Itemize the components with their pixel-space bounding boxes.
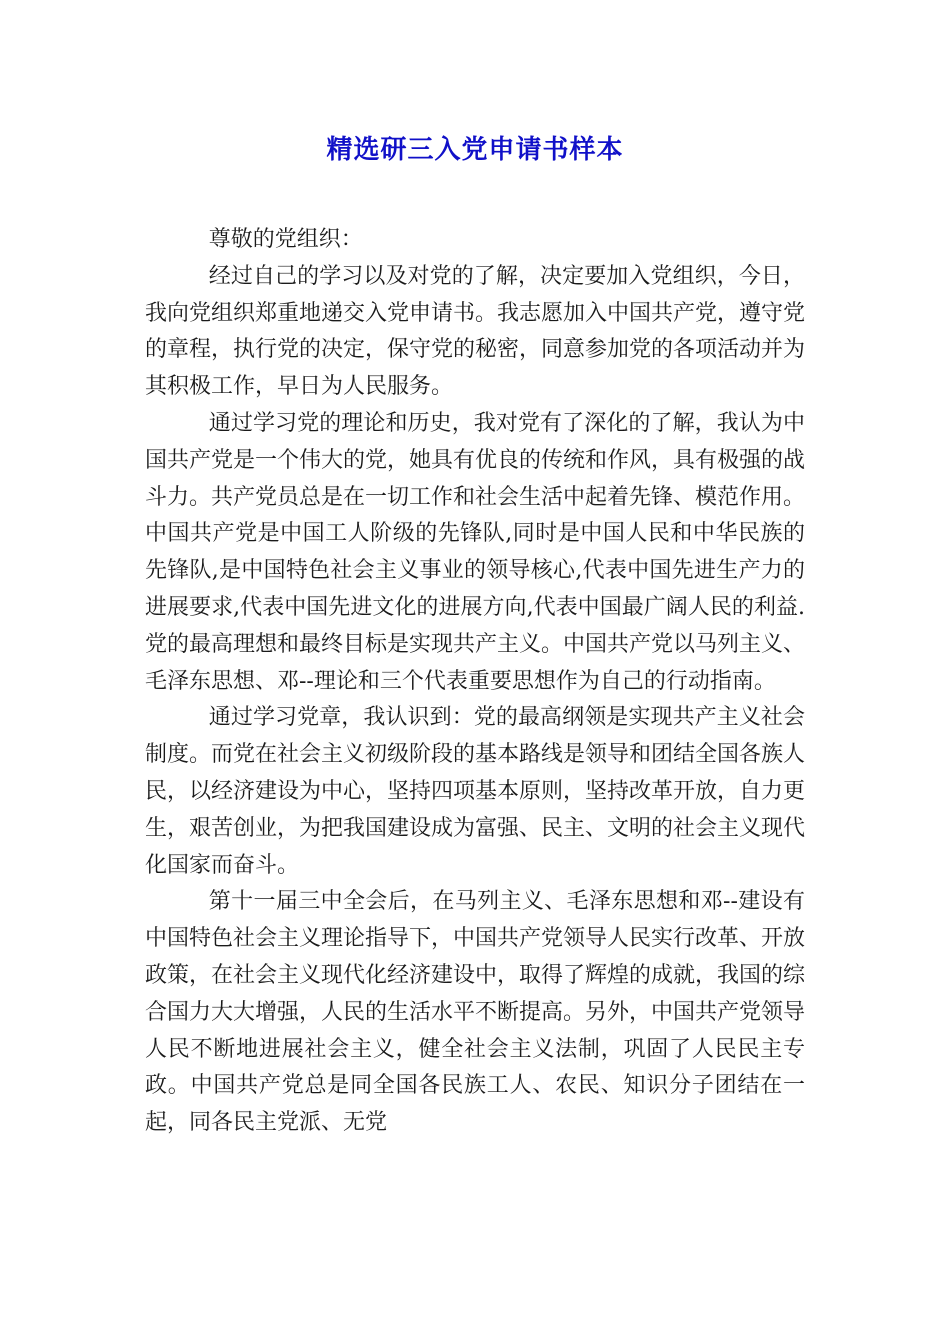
paragraph-4: 第十一届三中全会后，在马列主义、毛泽东思想和邓--建设有中国特色社会主义理论指导下，中国共产党领导人民实行改革、开放政策，在社会主义现代化经济建设中，取得了辉煌的成就，我国的综合国力大大增强，人民的生活水平不断提高。另外，中国共产党领导人民不断地进展社会主义，健全社会主义法制，巩固了人民民主专政。中国共产党总是同全国各民族工人、农民、知识分子团结在一起，同各民主党派、无党 [145, 889, 806, 1136]
document-title: 精选研三入党申请书样本 [326, 135, 624, 165]
salutation: 尊敬的党组织： [208, 227, 363, 252]
paragraph-3: 通过学习党章，我认识到：党的最高纲领是实现共产主义社会制度。而党在社会主义初级阶段的基本路线是领导和团结全国各族人民，以经济建设为中心，坚持四项基本原则，坚持改革开放，自力更生，艰苦创业，为把我国建设成为富强、民主、文明的社会主义现代化国家而奋斗。 [145, 705, 806, 878]
paragraph-2: 通过学习党的理论和历史，我对党有了深化的了解，我认为中国共产党是一个伟大的党，她具有优良的传统和作风，具有极强的战斗力。共产党员总是在一切工作和社会生活中起着先锋、模范作用。中国共产党是中国工人阶级的先锋队,同时是中国人民和中华民族的先锋队,是中国特色社会主义事业的领导核心,代表中国先进生产力的进展要求,代表中国先进文化的进展方向,代表中国最广阔人民的利益.党的最高理想和最终目标是实现共产主义。中国共产党以马列主义、毛泽东思想、邓--理论和三个代表重要思想作为自己的行动指南。 [145, 410, 806, 694]
document-body [145, 222, 805, 1142]
paragraph-1: 经过自己的学习以及对党的了解，决定要加入党组织，今日，我向党组织郑重地递交入党申请书。我志愿加入中国共产党，遵守党的章程，执行党的决定，保守党的秘密，同意参加党的各项活动并为其积极工作，早日为人民服务。 [145, 263, 806, 400]
